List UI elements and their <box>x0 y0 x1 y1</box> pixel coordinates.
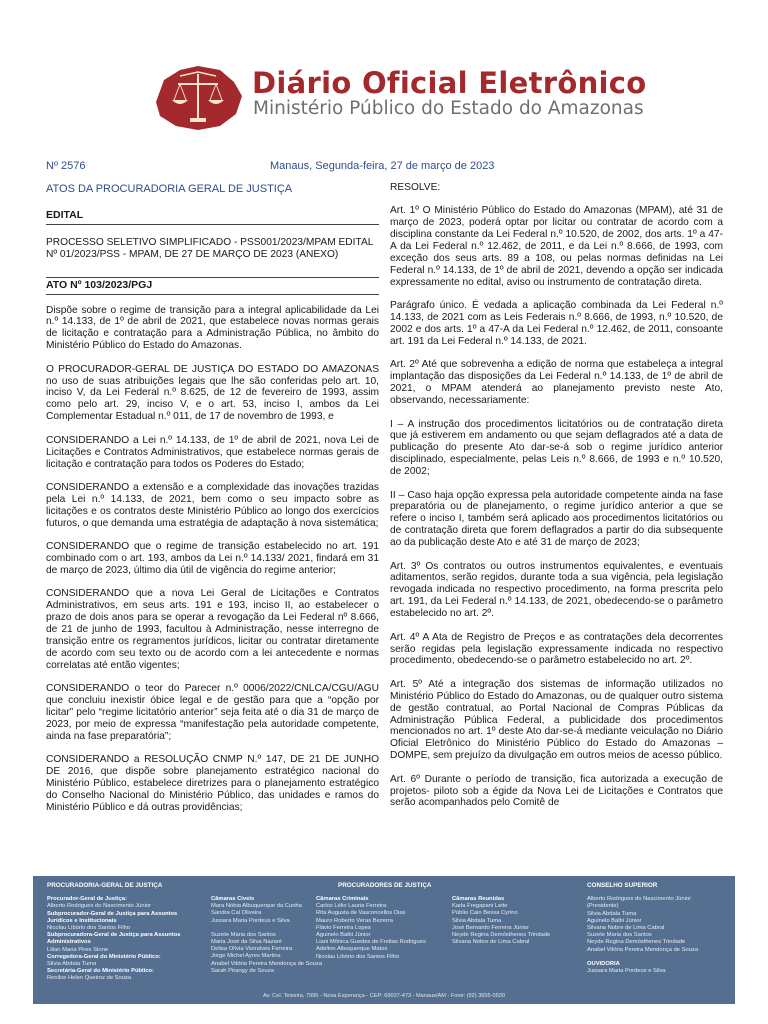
paragraph: RESOLVE: <box>390 182 441 193</box>
person-name: Aguinelo Balbi Júnior <box>587 917 642 924</box>
group-heading: OUVIDORIA <box>587 960 620 967</box>
paragraph: O PROCURADOR-GERAL DE JUSTIÇA DO ESTADO DO AMAZONAS no uso de suas atribuições legais que lhe são conferidas pelo art. 10, inciso V, da Lei Federal n.º 8.625, de 12 de fevereiro de 1993, assim como pelo art. 29, inciso V, e o art. 53, inciso I, ambos da Lei Complementar Estadual n.º 011, de 17 de novembro de 1993, e <box>46 363 379 423</box>
role-label: Subprocuradora-Geral de Justiça para Assuntos Administrativos <box>47 932 181 946</box>
person-name: José Bernardo Ferreira Júnior <box>452 924 530 931</box>
paragraph: CONSIDERANDO a Lei n.º 14.133, de 1º de abril de 2021, nova Lei de Licitações e Contratos Administrativos, que estabelece normas gerais de licitação e contratação para todos os Poderes do Estado; <box>46 434 379 470</box>
role-label: Corregedora-Geral do Ministério Público: <box>47 953 161 960</box>
paragraph: Art. 6º Durante o período de transição, fica autorizada a execução de projetos- piloto sob a égide da Nova Lei de Licitações e Contratos que serão acompanhados pelo Comitê de <box>390 773 723 809</box>
person-name: Delisa Olívia Vieiralves Ferreira <box>211 946 293 953</box>
footer-heading: PROCURADORIA-GERAL DE JUSTIÇA <box>47 882 163 889</box>
person-name: Públio Caio Bessa Cyrino <box>452 910 518 917</box>
person-name: Silvana Nobre de Lima Cabral <box>587 925 665 932</box>
right-column <box>390 182 723 821</box>
person-name: Rita Augusta de Vasconcellos Dias <box>316 910 406 917</box>
role-label: Procurador-Geral de Justiça: <box>47 896 127 903</box>
scales-of-justice-emblem-icon <box>150 62 246 132</box>
person-name: Sandra Cal Oliveira <box>211 910 262 917</box>
group-heading: Câmaras Criminais <box>316 896 369 902</box>
person-name: Silvia Abdala Tuma <box>452 917 502 924</box>
person-name: Carlos Lélio Lauria Ferreira <box>316 903 387 910</box>
paragraph: Art. 2º Até que sobrevenha a edição de norma que estabeleça a integral implantação das disposições da Lei Federal n.º 14.133, de 1º de abril de 2021, o MPAM atenderá ao planejamento previsto neste Ato, observando, necessariamente: <box>390 359 723 407</box>
person-name: Aguinelo Balbi Júnior <box>316 932 371 939</box>
paragraph: Dispõe sobre o regime de transição para a integral aplicabilidade da Lei n.º 14.133, de 1º de abril de 2021, que estabelece novas normas gerais de licitação e contratação para a Administração Pública, no âmbito do Ministério Público do Estado do Amazonas. <box>46 304 379 352</box>
person-name: Jorge Michel Ayres Martins <box>211 953 281 960</box>
paragraph: CONSIDERANDO a RESOLUÇÃO CNMP N.º 147, DE 21 DE JUNHO DE 2016, que dispõe sobre planejamento estratégico nacional do Ministério Público, estabelece diretrizes para o planejamento estratégico do Conselho Nacional do Ministério Público, das unidades e ramos do Ministério Público e dá outras providências; <box>46 754 379 813</box>
ato-heading: ATO Nº 103/2023/PGJ <box>46 277 379 295</box>
group-heading: Câmaras Reunidas <box>452 896 505 902</box>
left-column <box>46 182 379 825</box>
paragraph: CONSIDERANDO que a nova Lei Geral de Licitações e Contratos Administrativos, em seus arts. 191 e 193, inciso II, ao estabelecer o prazo de dois anos para se operar a revogação da Lei Federal nº 8.666, de 21 de junho de 1993, facultou à Administração, nesse interregno de transição entre os regramentos jurídicos, licitar ou contratar diretamente de acordo com seu texto ou de acordo com a lei antecedente e normas correlatas até então vigentes; <box>46 588 379 671</box>
paragraph: CONSIDERANDO a extensão e a complexidade das inovações trazidas pela Lei n.º 14.133, de 2021, bem como o seu impacto sobre as licitações e os contratos deste Ministério Público ao longo dos exercícios futuros, o que demanda uma estratégia de adaptação à nova sistemática; <box>46 481 379 529</box>
person-name: Mara Nóbia Albuquerque da Cunha <box>211 903 302 910</box>
person-name: Jussara Maria Pordeus e Silva <box>587 968 666 975</box>
footer-heading: CONSELHO SUPERIOR <box>587 882 658 889</box>
footer-pgj <box>47 882 197 983</box>
publication-subtitle: Ministério Público do Estado do Amazonas <box>253 98 644 119</box>
paragraph: CONSIDERANDO que o regime de transição estabelecido no art. 191 combinado com o art. 193, ambos da Lei n.º 14.133/ 2021, findará em 31 de março de 2023, último dia útil de vigência do regime anterior; <box>46 541 379 576</box>
person-name: Neyde Regina Demósthenes Trindade <box>587 939 686 946</box>
footer-heading: PROCURADORES DE JUSTIÇA <box>338 882 432 889</box>
paragraph: Art. 3º Os contratos ou outros instrumentos equivalentes, e eventuais aditamentos, serão regidos, durante toda a sua vigência, pela legislação revogada indicada no respectivo procedimento, na forma prescrita pelo art. 191, da Lei Federal n.º 14.133, de 2021, obedecendo-se o parâmetro estabelecido no art. 2º. <box>390 560 723 620</box>
person-name: Flávio Ferreira Lopes <box>316 924 371 931</box>
paragraph: Art. 4º A Ata de Registro de Preços e as contratações dela decorrentes serão regidas pela legislação expressamente indicada no respectivo procedimento, obedecendo-se o parâmetro estabelecido no art. 2º. <box>390 631 723 667</box>
person-name: Renilce Helen Queiroz de Sousa <box>47 975 132 982</box>
section-title: ATOS DA PROCURADORIA GERAL DE JUSTIÇA <box>46 183 293 195</box>
footer-staff-box <box>33 876 735 1004</box>
person-name: Alberto Rodrigues do Nascimento Júnior <box>587 896 692 903</box>
role-label: Secretária-Geral do Ministério Público: <box>47 968 154 975</box>
person-name: Neyde Regina Demósthenes Trindade <box>452 932 551 939</box>
person-name: Adelton Albuquerque Matos <box>316 946 388 953</box>
edital-text: PROCESSO SELETIVO SIMPLIFICADO - PSS001/2023/MPAM EDITAL Nº 01/2023/PSS - MPAM, DE 27 DE MARÇO DE 2023 (ANEXO) <box>46 236 374 260</box>
person-name: (Presidente) <box>587 903 619 910</box>
person-name: Liani Mônica Guedes de Freitas Rodrigues <box>316 939 426 946</box>
issue-number: Nº 2576 <box>46 160 86 172</box>
paragraph: Art. 1º O Ministério Público do Estado do Amazonas (MPAM), até 31 de março de 2023, poderá optar por licitar ou contratar de acordo com a disciplina constante da Lei Federal n.º 10.520, de 2002, dos arts. 1º a 47-A da Lei Federal n.º 12.462, de 2011, e da Lei n.º 8.666, de 1993, com exceção dos seus arts. 89 a 108, ou pelas normas definidas na Lei Federal n.º 14.133, de 1º de abril de 2021, devendo a opção ser indicada expressamente no edital, aviso ou instrumento de contratação direta. <box>390 205 723 288</box>
paragraph: CONSIDERANDO o teor do Parecer n.º 0006/2022/CNLCA/CGU/AGU que concluiu inexistir óbice legal e de gestão para que a “opção por licitar” pelo “regime licitatório anterior” seja feita até o dia 31 de março de 2023, por meio de expressa “manifestação pela autoridade competente, ainda na fase preparatória”; <box>46 683 379 742</box>
person-name: Sarah Pirangy de Souza <box>211 967 274 974</box>
footer-address: Av. Cel. Teixeira, 7995 - Nova Esperança - CEP: 69037-473 - Manaus/AM - Fone: (92) 3655-0500 <box>263 993 505 999</box>
group-heading: Câmaras Cíveis <box>211 896 255 902</box>
person-name: Anabel Vitória Pereira Mendonça de Souza <box>587 946 699 953</box>
person-name: Alberto Rodrigues do Nascimento Júnior <box>47 903 152 910</box>
publication-title: Diário Oficial Eletrônico <box>252 66 647 100</box>
paragraph: Art. 5º Até a integração dos sistemas de informação utilizados no Ministério Público do Estado do Amazonas, ou de qualquer outro sistema de gestão contratual, ao Portal Nacional de Compras Públicas da Administração Pública Federal, a publicidade dos procedimentos mencionados no art. 1º deste Ato dar-se-á mediante veiculação no Diário Oficial Eletrônico do Ministério Público do Estado do Amazonas – DOMPE, sem prejuízo da divulgação em outros meios de acesso público. <box>390 678 723 762</box>
role-label: Subprocurador-Geral de Justiça para Assuntos Jurídicos e Institucionais <box>47 910 178 924</box>
person-name: Nicolau Libório dos Santos Filho <box>47 925 131 932</box>
issue-date: Manaus, Segunda-feira, 27 de março de 2023 <box>270 160 495 172</box>
masthead <box>0 0 768 150</box>
person-name: Silvia Abdala Tuma <box>587 910 637 917</box>
person-name: Jussara Maria Pordeus e Silva <box>211 917 290 924</box>
paragraph: Parágrafo único. É vedada a aplicação combinada da Lei Federal n.º 14.133, de 2021 com as Leis Federais n.º 8.666, de 1993, n.º 10.520, de 2002 e dos arts. 1º a 47-A da Lei Federal n.º 12.462, de 2011, consoante art. 191 da Lei Federal n.º 14.133, de 2021. <box>390 300 723 347</box>
person-name: Karla Fregapani Leite <box>452 903 508 910</box>
person-name: Nicolau Libório dos Santos Filho <box>316 953 400 960</box>
person-name: Silvia Abdala Tuma <box>47 961 97 968</box>
edital-heading: EDITAL <box>46 210 379 225</box>
person-name: Suzete Maria dos Santos <box>587 932 652 939</box>
person-name: Mauro Roberto Veras Bezerra <box>316 917 394 924</box>
footer-camaras-reunidas <box>452 896 602 946</box>
person-name: Lilian Maria Pires Stone <box>47 946 109 953</box>
footer-camaras-criminais <box>316 896 466 961</box>
person-name: Suzete Maria dos Santos <box>211 931 276 938</box>
person-name: Silvana Nobre de Lima Cabral <box>452 939 530 946</box>
paragraph: II – Caso haja opção expressa pela autoridade competente ainda na fase preparatória ou de planejamento, o regime jurídico anterior a que se refere o inciso I, também será aplicado aos procedimentos licitatórios ou de contratação direta que forem deflagrados a partir do dia subsequente ao da publicação deste Ato e até 31 de março de 2023; <box>390 489 723 549</box>
footer-conselho <box>587 882 732 975</box>
paragraph: I – A instrução dos procedimentos licitatórios ou de contratação direta que já estiverem em andamento ou que sejam deflagrados até a data de publicação do presente Ato dar-se-á sob o regime jurídico anterior disciplinado, especialmente, pelas Leis n.º 8.666, de 1993 e n.º 10.520, de 2002; <box>390 418 723 478</box>
person-name: Maria José da Silva Nazaré <box>211 939 282 946</box>
person-name: Anabel Vitória Pereira Mendonça de Souza <box>211 960 323 967</box>
